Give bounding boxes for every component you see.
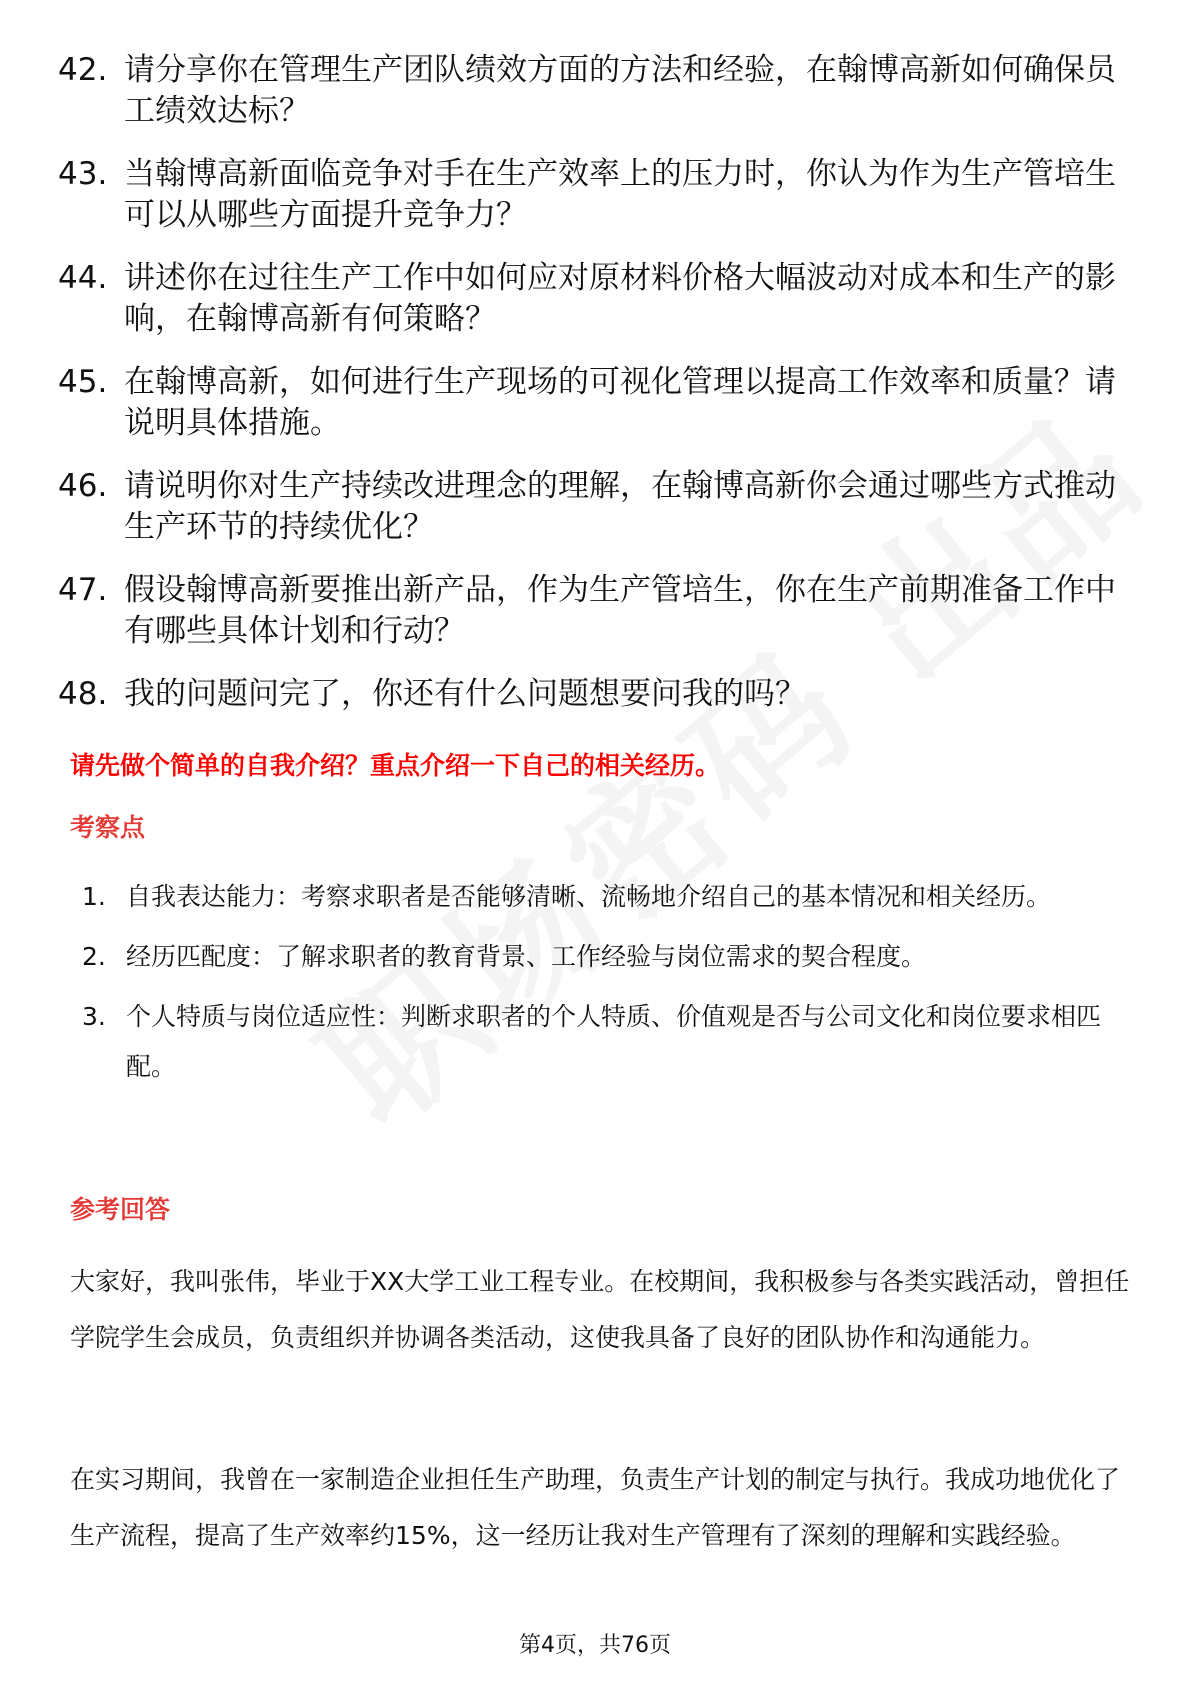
point-text: 自我表达能力：考察求职者是否能够清晰、流畅地介绍自己的基本情况和相关经历。 [126, 882, 1052, 911]
question-number: 46. [58, 468, 108, 504]
question-text: 在翰博高新，如何进行生产现场的可视化管理以提高工作效率和质量？请说明具体措施。 [124, 364, 1116, 441]
question-list [58, 50, 1138, 737]
question-text: 讲述你在过往生产工作中如何应对原材料价格大幅波动对成本和生产的影响，在翰博高新有何策略？ [124, 260, 1116, 337]
point-text: 个人特质与岗位适应性：判断求职者的个人特质、价值观是否与公司文化和岗位要求相匹配。 [126, 1002, 1102, 1081]
point-number: 1. [82, 882, 106, 911]
list-item [58, 50, 1138, 132]
points-heading: 考察点 [70, 813, 146, 842]
question-number: 45. [58, 364, 108, 400]
point-number: 2. [82, 942, 106, 971]
list-item [82, 872, 1132, 922]
list-item [58, 674, 1138, 715]
question-text: 假设翰博高新要推出新产品，作为生产管培生，你在生产前期准备工作中有哪些具体计划和行动？ [124, 572, 1116, 649]
list-item [58, 258, 1138, 340]
list-item [82, 932, 1132, 982]
answer-paragraph: 在实习期间，我曾在一家制造企业担任生产助理，负责生产计划的制定与执行。我成功地优化了生产流程，提高了生产效率约15%，这一经历让我对生产管理有了深刻的理解和实践经验。 [70, 1465, 1121, 1550]
page-footer: 第4页，共76页 [519, 1633, 671, 1658]
question-number: 48. [58, 676, 108, 712]
list-item [58, 570, 1138, 652]
question-number: 47. [58, 572, 108, 608]
point-text: 经历匹配度：了解求职者的教育背景、工作经验与岗位需求的契合程度。 [126, 942, 927, 971]
answer-heading: 参考回答 [70, 1195, 171, 1224]
section-question-title: 请先做个简单的自我介绍？重点介绍一下自己的相关经历。 [70, 751, 721, 780]
list-item [58, 154, 1138, 236]
point-number: 3. [82, 1002, 106, 1031]
question-number: 43. [58, 156, 108, 192]
list-item [58, 362, 1138, 444]
question-number: 44. [58, 260, 108, 296]
list-item [58, 466, 1138, 548]
question-text: 当翰博高新面临竞争对手在生产效率上的压力时，你认为作为生产管培生可以从哪些方面提升竞争力？ [124, 156, 1116, 233]
list-item [82, 992, 1132, 1092]
question-text: 请说明你对生产持续改进理念的理解，在翰博高新你会通过哪些方式推动生产环节的持续优化？ [124, 468, 1116, 545]
question-text: 我的问题问完了，你还有什么问题想要问我的吗？ [124, 676, 806, 712]
question-text: 请分享你在管理生产团队绩效方面的方法和经验，在翰博高新如何确保员工绩效达标？ [124, 52, 1116, 129]
points-list [82, 872, 1132, 1102]
answer-paragraph: 大家好，我叫张伟，毕业于XX大学工业工程专业。在校期间，我积极参与各类实践活动，曾担任学院学生会成员，负责组织并协调各类活动，这使我具备了良好的团队协作和沟通能力。 [70, 1267, 1130, 1352]
question-number: 42. [58, 52, 108, 88]
